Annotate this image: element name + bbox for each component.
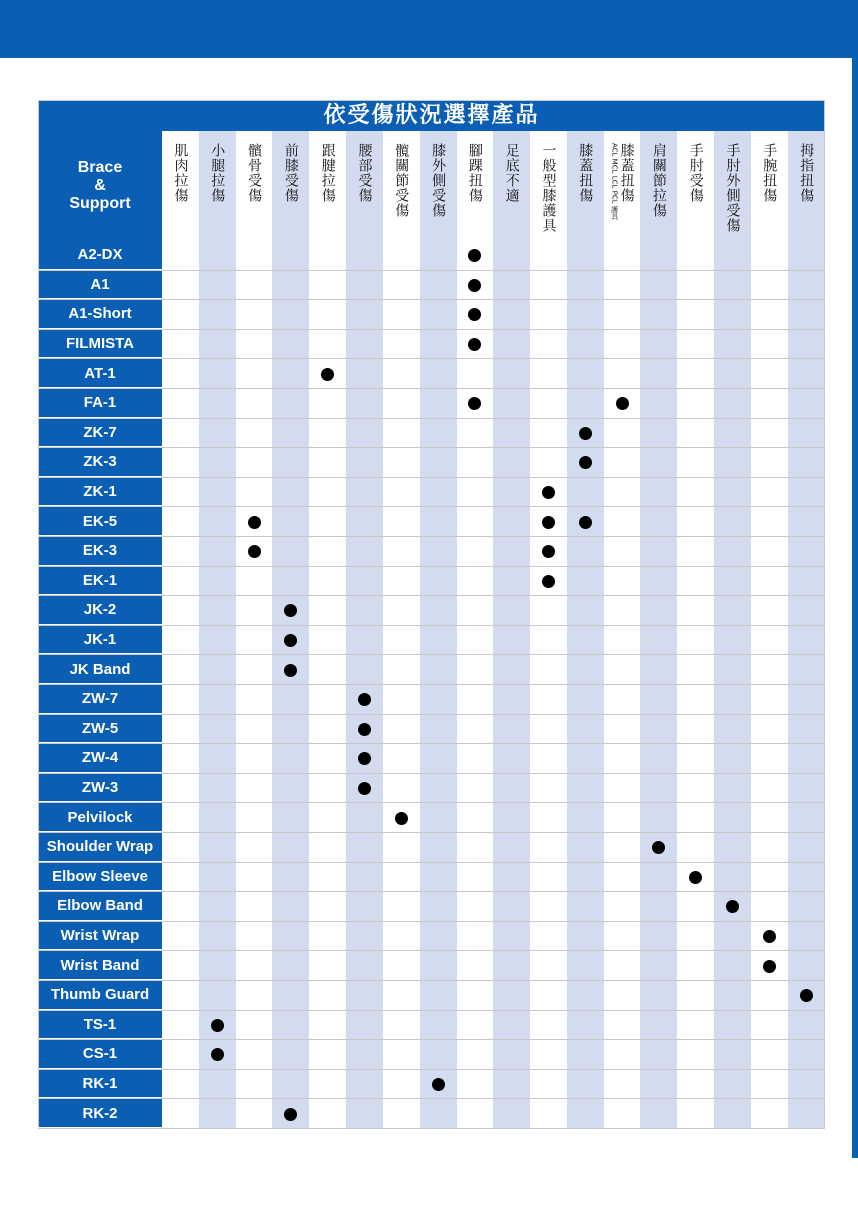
column-header-label: 膝蓋扭傷	[577, 143, 594, 203]
column-header-4	[272, 131, 309, 241]
brace-header-line-3: Support	[69, 195, 131, 212]
table-row	[38, 774, 825, 804]
product-name: A1	[38, 271, 162, 300]
table-row	[38, 892, 825, 922]
applicable-mark	[432, 1078, 445, 1091]
product-name: A1-Short	[38, 300, 162, 329]
product-name: CS-1	[38, 1040, 162, 1069]
applicable-mark	[284, 604, 297, 617]
table-row	[38, 1011, 825, 1041]
column-header-1	[162, 131, 199, 241]
top-banner	[0, 0, 858, 58]
product-name: JK-1	[38, 626, 162, 655]
column-header-sublabel: ACL MCL LCL PCL 護具	[610, 143, 619, 220]
column-header-label: 髖關節受傷	[393, 143, 410, 218]
table-row	[38, 271, 825, 301]
column-header-label: 跟腱拉傷	[319, 143, 336, 203]
product-name: A2-DX	[38, 241, 162, 270]
applicable-mark	[468, 308, 481, 321]
applicable-mark	[616, 397, 629, 410]
table-row	[38, 1040, 825, 1070]
header-row	[38, 131, 825, 241]
column-header-label: 拇指扭傷	[798, 143, 815, 203]
applicable-mark	[542, 486, 555, 499]
applicable-mark	[284, 664, 297, 677]
column-header-12	[567, 131, 604, 241]
column-header-label: 髕骨受傷	[246, 143, 263, 203]
product-name: JK-2	[38, 596, 162, 625]
applicable-mark	[358, 693, 371, 706]
product-name: Shoulder Wrap	[38, 833, 162, 862]
applicable-mark	[468, 279, 481, 292]
applicable-mark	[468, 397, 481, 410]
column-header-label: 肌肉拉傷	[172, 143, 189, 203]
column-header-8	[420, 131, 457, 241]
column-header-label: 小腿拉傷	[209, 143, 226, 203]
table-row	[38, 715, 825, 745]
product-name: Thumb Guard	[38, 981, 162, 1010]
product-name: ZK-3	[38, 448, 162, 477]
column-header-label: 前膝受傷	[282, 143, 299, 203]
product-selection-table	[38, 100, 825, 1129]
applicable-mark	[542, 516, 555, 529]
product-name: Elbow Band	[38, 892, 162, 921]
product-name: FA-1	[38, 389, 162, 418]
applicable-mark	[542, 545, 555, 558]
brace-header-line-2: &	[94, 177, 106, 194]
column-header-label: 一般型膝護具	[540, 143, 557, 233]
product-name: EK-1	[38, 567, 162, 596]
table-row	[38, 567, 825, 597]
applicable-mark	[800, 989, 813, 1002]
product-name: ZK-7	[38, 419, 162, 448]
applicable-mark	[579, 456, 592, 469]
product-name: Wrist Band	[38, 951, 162, 980]
column-header-10	[493, 131, 530, 241]
product-name: EK-3	[38, 537, 162, 566]
product-name: ZW-5	[38, 715, 162, 744]
side-stripe	[852, 58, 858, 1158]
column-header-7	[383, 131, 420, 241]
applicable-mark	[358, 782, 371, 795]
table-body	[38, 241, 825, 1129]
table-row	[38, 863, 825, 893]
column-header-2	[199, 131, 236, 241]
applicable-mark	[763, 930, 776, 943]
product-name: AT-1	[38, 359, 162, 388]
applicable-mark	[321, 368, 334, 381]
table-row	[38, 419, 825, 449]
applicable-mark	[652, 841, 665, 854]
applicable-mark	[358, 752, 371, 765]
product-name: FILMISTA	[38, 330, 162, 359]
applicable-mark	[248, 516, 261, 529]
table-row	[38, 330, 825, 360]
table-row	[38, 626, 825, 656]
applicable-mark	[284, 634, 297, 647]
table-row	[38, 833, 825, 863]
applicable-mark	[579, 427, 592, 440]
column-header-15	[677, 131, 714, 241]
column-header-label: 腳踝扭傷	[466, 143, 483, 203]
applicable-mark	[542, 575, 555, 588]
product-name: JK Band	[38, 655, 162, 684]
table-row	[38, 300, 825, 330]
table-row	[38, 951, 825, 981]
table-row	[38, 685, 825, 715]
column-header-17	[751, 131, 788, 241]
product-name: ZW-4	[38, 744, 162, 773]
table-row	[38, 1070, 825, 1100]
table-row	[38, 241, 825, 271]
table-row	[38, 537, 825, 567]
applicable-mark	[284, 1108, 297, 1121]
product-name: TS-1	[38, 1011, 162, 1040]
table-row	[38, 922, 825, 952]
column-header-label: 手肘外側受傷	[724, 143, 741, 233]
applicable-mark	[726, 900, 739, 913]
table-row	[38, 744, 825, 774]
applicable-mark	[468, 338, 481, 351]
applicable-mark	[763, 960, 776, 973]
applicable-mark	[468, 249, 481, 262]
product-name: RK-2	[38, 1099, 162, 1128]
column-header-16	[714, 131, 751, 241]
product-name: Wrist Wrap	[38, 922, 162, 951]
table-row	[38, 478, 825, 508]
table-row	[38, 981, 825, 1011]
product-name: RK-1	[38, 1070, 162, 1099]
applicable-mark	[211, 1019, 224, 1032]
table-row	[38, 803, 825, 833]
table-row	[38, 1099, 825, 1129]
column-header-5	[309, 131, 346, 241]
column-header-13	[604, 131, 641, 241]
column-header-14	[640, 131, 677, 241]
applicable-mark	[395, 812, 408, 825]
column-header-label: 肩關節拉傷	[650, 143, 667, 218]
applicable-mark	[689, 871, 702, 884]
table-row	[38, 448, 825, 478]
product-name: Pelvilock	[38, 803, 162, 832]
column-header-label: 手肘受傷	[687, 143, 704, 203]
brace-support-header	[38, 131, 162, 241]
table-row	[38, 655, 825, 685]
column-header-label: 膝外側受傷	[430, 143, 447, 218]
column-header-6	[346, 131, 383, 241]
product-name: ZK-1	[38, 478, 162, 507]
product-name: ZW-3	[38, 774, 162, 803]
table-title: 依受傷狀況選擇產品	[38, 100, 825, 131]
column-header-label: 手腕扭傷	[761, 143, 778, 203]
applicable-mark	[579, 516, 592, 529]
applicable-mark	[211, 1048, 224, 1061]
product-name: ZW-7	[38, 685, 162, 714]
column-header-3	[236, 131, 273, 241]
product-name: EK-5	[38, 507, 162, 536]
product-name: Elbow Sleeve	[38, 863, 162, 892]
brace-header-line-1: Brace	[77, 159, 123, 176]
column-header-9	[456, 131, 493, 241]
column-header-label: 腰部受傷	[356, 143, 373, 203]
column-header-label: 膝蓋扭傷	[618, 143, 635, 203]
column-header-11	[530, 131, 567, 241]
applicable-mark	[248, 545, 261, 558]
applicable-mark	[358, 723, 371, 736]
table-row	[38, 389, 825, 419]
table-row	[38, 359, 825, 389]
table-row	[38, 596, 825, 626]
column-header-label: 足底不適	[503, 143, 520, 203]
column-header-18	[788, 131, 825, 241]
table-row	[38, 507, 825, 537]
